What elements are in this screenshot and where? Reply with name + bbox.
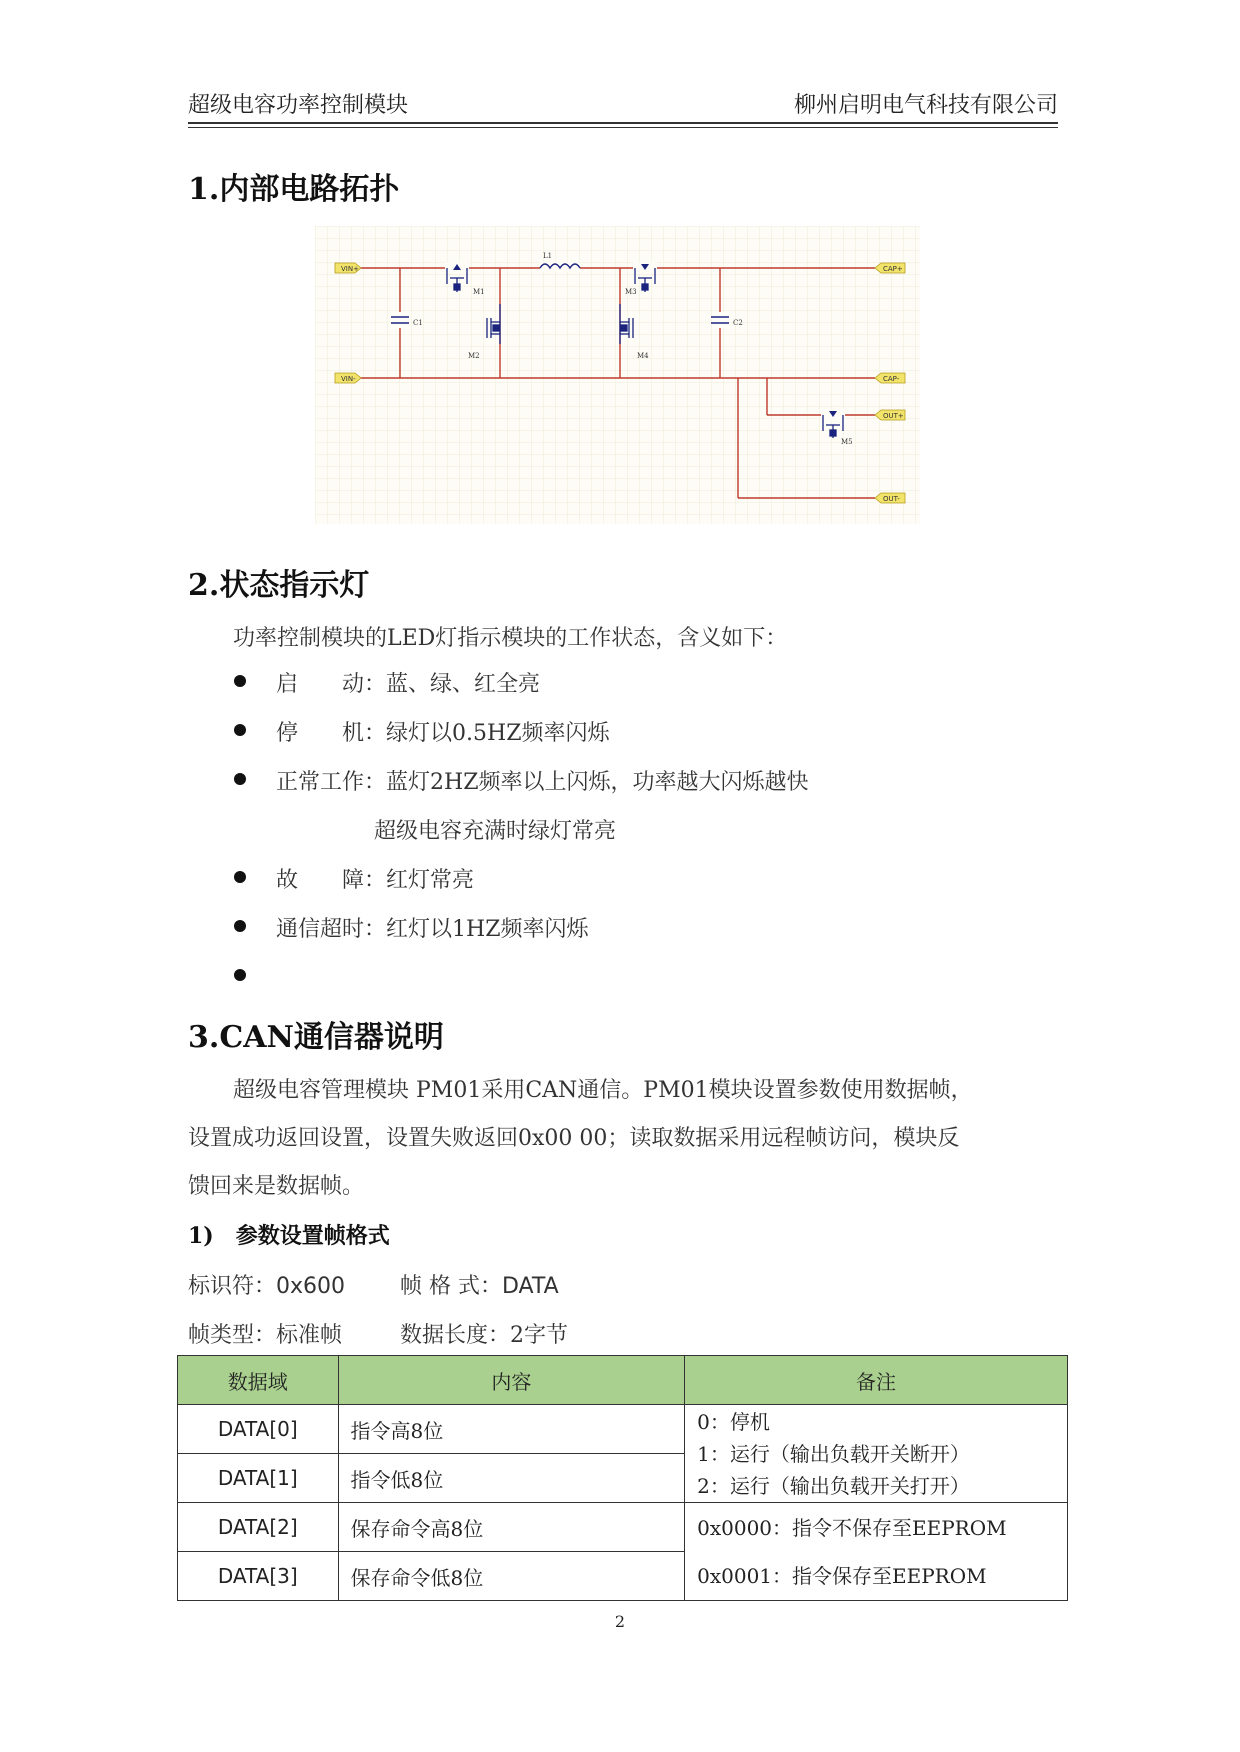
bullet-dot bbox=[234, 773, 246, 785]
status-text: 红灯以1HZ频率闪烁 bbox=[386, 917, 589, 942]
data-length-line bbox=[400, 1318, 568, 1349]
port-out-pos bbox=[875, 410, 905, 420]
table-cell-field: DATA[3] bbox=[178, 1552, 339, 1601]
label-c2: C2 bbox=[733, 319, 743, 327]
table-cell-note-cmd bbox=[685, 1405, 1068, 1503]
type-value: 标准帧 bbox=[276, 1323, 343, 1348]
status-text: 绿灯以0.5HZ频率闪烁 bbox=[386, 721, 610, 746]
bullet-dot bbox=[234, 920, 246, 932]
status-item-normal bbox=[276, 765, 809, 796]
label-c1: C1 bbox=[413, 319, 423, 327]
port-label-out-pos: OUT+ bbox=[883, 412, 904, 420]
table-cell-content: 保存命令低8位 bbox=[338, 1552, 685, 1601]
status-text: 蓝、绿、红全亮 bbox=[386, 672, 541, 697]
table-header-row bbox=[178, 1356, 1068, 1405]
note-line: 2：运行（输出负载开关打开） bbox=[697, 1473, 970, 1498]
table-cell-field: DATA[2] bbox=[178, 1503, 339, 1552]
header-rule bbox=[188, 122, 1058, 124]
bullet-dot-empty bbox=[234, 969, 246, 981]
port-vin-pos bbox=[335, 263, 361, 273]
status-label: 停 机： bbox=[276, 721, 387, 746]
table-cell-note-save bbox=[685, 1503, 1068, 1601]
capacitor-c2 bbox=[711, 312, 729, 328]
header-left: 超级电容功率控制模块 bbox=[188, 93, 409, 118]
note-line: 1：运行（输出负载开关断开） bbox=[697, 1441, 970, 1466]
inductor-l1 bbox=[540, 262, 580, 272]
status-item-stop bbox=[276, 716, 609, 747]
port-cap-pos bbox=[875, 263, 905, 273]
port-cap-neg bbox=[875, 373, 905, 383]
status-text: 蓝灯2HZ频率以上闪烁，功率越大闪烁越快 bbox=[386, 770, 809, 795]
id-label: 标识符： bbox=[188, 1274, 277, 1299]
table-cell-content: 指令低8位 bbox=[338, 1454, 685, 1503]
status-label: 正常工作： bbox=[276, 770, 387, 795]
bullet-dot bbox=[234, 871, 246, 883]
status-label: 启 动： bbox=[276, 672, 387, 697]
table-header-cell: 内容 bbox=[338, 1356, 685, 1405]
table-header-cell: 备注 bbox=[685, 1356, 1068, 1405]
header-rule-thin bbox=[188, 127, 1058, 128]
bullet-dot bbox=[234, 675, 246, 687]
label-m5: M5 bbox=[841, 438, 853, 446]
id-value: 0x600 bbox=[276, 1274, 346, 1299]
table-cell-field: DATA[0] bbox=[178, 1405, 339, 1454]
section3-title: 3.CAN通信器说明 bbox=[188, 1020, 444, 1055]
port-label-cap-neg: CAP- bbox=[883, 375, 900, 383]
table-cell-field: DATA[1] bbox=[178, 1454, 339, 1503]
section3-para-line3: 馈回来是数据帧。 bbox=[188, 1174, 365, 1199]
section2-title: 2.状态指示灯 bbox=[188, 568, 370, 603]
header-right: 柳州启明电气科技有限公司 bbox=[793, 93, 1058, 118]
status-item-normal-cont: 超级电容充满时绿灯常亮 bbox=[374, 819, 617, 844]
circuit-schematic bbox=[315, 226, 920, 524]
section3-para-line2: 设置成功返回设置，设置失败返回0x00 00；读取数据采用远程帧访问，模块反 bbox=[188, 1126, 960, 1151]
port-label-out-neg: OUT- bbox=[883, 495, 900, 503]
param-frame-table bbox=[177, 1355, 1068, 1601]
section3-para-line1: 超级电容管理模块 PM01采用CAN通信。PM01模块设置参数使用数据帧， bbox=[233, 1078, 973, 1103]
port-vin-neg bbox=[335, 373, 361, 383]
schematic-grid bbox=[315, 226, 920, 524]
port-label-cap-pos: CAP+ bbox=[883, 265, 903, 273]
label-l1: L1 bbox=[543, 252, 553, 260]
table-cell-content: 保存命令高8位 bbox=[338, 1503, 685, 1552]
frame-type-line bbox=[188, 1318, 342, 1349]
note-line: 0：停机 bbox=[697, 1409, 770, 1434]
type-label: 帧类型： bbox=[188, 1323, 277, 1348]
format-value: DATA bbox=[502, 1274, 559, 1299]
note-line: 0x0000：指令不保存至EEPROM bbox=[697, 1515, 1007, 1540]
port-out-neg bbox=[875, 493, 905, 503]
status-label: 通信超时： bbox=[276, 917, 387, 942]
table-row bbox=[178, 1503, 1068, 1552]
len-label: 数据长度： bbox=[400, 1323, 511, 1348]
label-m2: M2 bbox=[468, 352, 480, 360]
frame-id-line bbox=[188, 1269, 345, 1300]
status-item-fault bbox=[276, 863, 474, 894]
format-label: 帧 格 式： bbox=[400, 1274, 502, 1299]
section1-title: 1.内部电路拓扑 bbox=[188, 172, 400, 207]
table-header-cell: 数据域 bbox=[178, 1356, 339, 1405]
frame-format-line bbox=[400, 1269, 559, 1300]
status-item-timeout bbox=[276, 912, 589, 943]
section2-intro: 功率控制模块的LED灯指示模块的工作状态，含义如下： bbox=[233, 626, 788, 651]
capacitor-c1 bbox=[391, 312, 409, 328]
page-number: 2 bbox=[614, 1612, 626, 1631]
label-m3: M3 bbox=[625, 288, 637, 296]
note-line: 0x0001：指令保存至EEPROM bbox=[697, 1563, 987, 1588]
label-m1: M1 bbox=[473, 288, 485, 296]
status-label: 故 障： bbox=[276, 868, 387, 893]
label-m4: M4 bbox=[637, 352, 649, 360]
subsection-title: 1) 参数设置帧格式 bbox=[188, 1223, 390, 1249]
table-row bbox=[178, 1405, 1068, 1454]
port-label-vin-neg: VIN- bbox=[341, 375, 356, 383]
bullet-dot bbox=[234, 724, 246, 736]
port-label-vin-pos: VIN+ bbox=[341, 265, 359, 273]
table-cell-content: 指令高8位 bbox=[338, 1405, 685, 1454]
status-item-start bbox=[276, 667, 540, 698]
status-text: 红灯常亮 bbox=[386, 868, 475, 893]
len-value: 2字节 bbox=[510, 1323, 569, 1348]
